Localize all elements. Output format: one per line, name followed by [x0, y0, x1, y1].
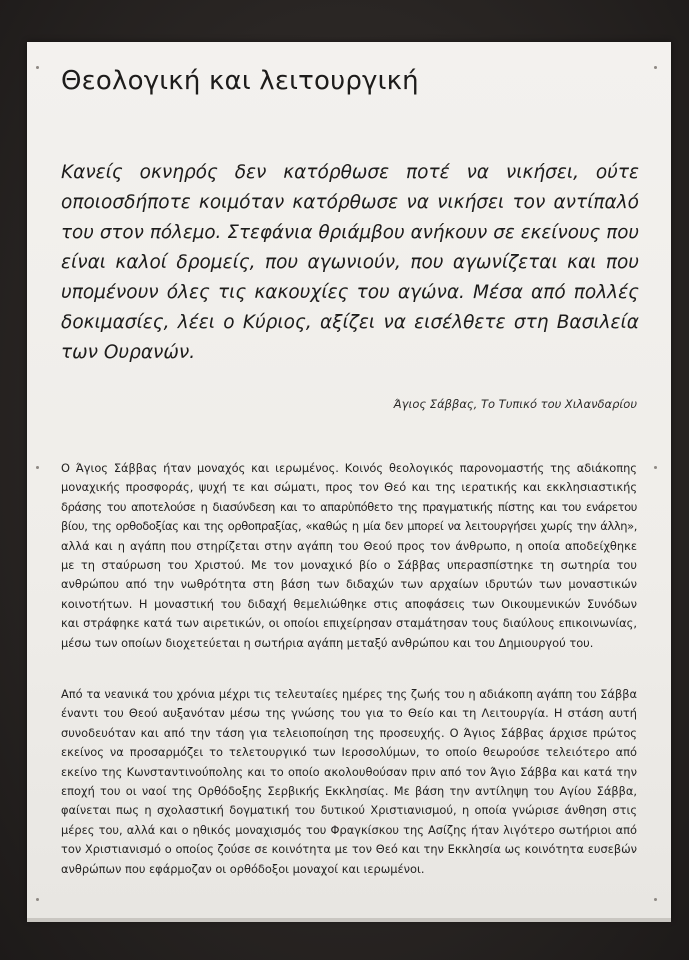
- paragraph-line: αλλά και η αγάπη που στηρίζεται στην αγάπη του Θεού προς τον άνθρωπο, η οποία αποδείχθηκε: [61, 538, 637, 553]
- quote-line: είναι καλοί δρομείς, που αγωνιούν, που αγωνίζεται και που: [61, 252, 639, 273]
- paragraph-line: κοινοτήτων. Η μοναστική του διδαχή θεμελιώθηκε στις αποφάσεις των Οικουμενικών Συνόδων: [61, 596, 637, 611]
- paragraph-line: έναντι του Θεού αυξανόταν μέσω της γνώσης του για το Θείο και τη Λειτουργία. Η στάση αυτή: [61, 706, 637, 721]
- quote-block: [61, 158, 639, 368]
- panel-bottom-edge: [27, 918, 671, 922]
- paragraph-line: Από τα νεανικά του χρόνια μέχρι τις τελευταίες ημέρες της ζωής του η αδιάκοπη αγάπη του Σάββα: [61, 687, 637, 701]
- quote-line: δοκιμασίες, λέει ο Κύριος, αξίζει να εισέλθετε στη Βασιλεία: [61, 312, 639, 333]
- paragraph-line: τον Χριστιανισμό ο οποίος ζούσε σε κοινότητα με τον Θεό και την Εκκλησία ως κοινότητα ευσεβών: [61, 842, 637, 857]
- mounting-screw: [654, 466, 657, 469]
- paragraph-line: και στράφηκε κατά των αιρετικών, οι οποίοι επιχείρησαν σταμάτησαν τους διαύλους επικοινωνίας,: [61, 616, 637, 631]
- paragraph-line: με τη σταύρωση του Χριστού. Με τον μοναχικό βίο ο Σάββας υπερασπίστηκε τη σωτηρία του: [61, 558, 637, 573]
- mounting-screw: [36, 466, 39, 469]
- mounting-screw: [654, 66, 657, 69]
- paragraph-line: μέρες του, αλλά και ο ηθικός μοναχισμός του Φραγκίσκου της Ασίζης ήταν λιγότερο σωτήριοι από: [61, 822, 637, 837]
- quote-line: των Ουρανών.: [61, 342, 196, 363]
- quote-attribution: Άγιος Σάββας, Το Τυπικό του Χιλανδαρίου: [393, 397, 637, 411]
- paragraph-line: συνοδευόταν και από την τάση για τελειοποίηση της προσευχής. Ο Άγιος Σάββας άρχισε πρώτος: [61, 725, 637, 740]
- mounting-screw: [36, 898, 39, 901]
- paragraph-line: φαίνεται πως η σχολαστική δογματική του δυτικού Χριστιανισμού, η οποία γνώρισε άνθηση στις: [61, 803, 637, 818]
- quote-line: του στον πόλεμο. Στεφάνια θριάμβου ανήκουν σε εκείνους που: [61, 222, 639, 243]
- paragraph-line: Ο Άγιος Σάββας ήταν μοναχός και ιερωμένος. Κοινός θεολογικός παρονομαστής της αδιάκοπης: [61, 461, 637, 475]
- quote-line: οποιοσδήποτε κοιμόταν κατόρθωσε να νικήσει τον αντίπαλό: [61, 192, 639, 213]
- paragraph-line: εκείνο της Κωνσταντινούπολης και το οποίο ακολουθούσαν πριν από τον Άγιο Σάββα και κατά την: [61, 764, 637, 779]
- paragraph-line: ανθρώπου από την νωθρότητα στη βάση των διδαχών των αρχαίων ιδρυτών των μοναστικών: [61, 577, 637, 592]
- panel-title: Θεολογική και λειτουργική: [61, 66, 419, 96]
- quote-line: Κανείς οκνηρός δεν κατόρθωσε ποτέ να νικήσει, ούτε: [61, 162, 639, 183]
- mounting-screw: [36, 66, 39, 69]
- body-paragraph-1: [61, 459, 637, 653]
- paragraph-line: εκείνος να προσαρμόζει το τελετουργικό των Ιεροσολύμων, το οποίο θεωρούσε τελειότερο από: [61, 745, 637, 760]
- paragraph-line: δράσης του αποτελούσε η διασύνδεση και το απαρὑπόθετο της πραγματικής πίστης και του ενάρετου: [61, 499, 637, 514]
- paragraph-line: μοναχικής προσφοράς, ψυχή τε και σώματι, προς τον Θεό και της ιερατικής και εκκλησιαστικής: [61, 480, 637, 495]
- paragraph-line: βίου, της ορθοδοξίας και της ορθοπραξίας, «καθώς η μία δεν μπορεί να λειτουργήσει χωρίς την άλλη»,: [61, 519, 637, 534]
- paragraph-line: εποχή του οι ναοί της Ορθόδοξης Σερβικής Εκκλησίας. Με βάση την αντίληψη του Αγίου Σάββα,: [61, 784, 637, 799]
- paragraph-line: ανθρώπων που εφάρμοζαν οι ορθόδοξοι μοναχοί και ιερωμένοι.: [61, 861, 425, 876]
- quote-line: υπομένουν όλες τις κακουχίες του αγώνα. Μέσα από πολλές: [61, 282, 639, 303]
- paragraph-line: μέσω των οποίων διοχετεύεται η σωτήρια αγάπη μεταξύ ανθρώπου και του Δημιουργού του.: [61, 635, 594, 650]
- mounting-screw: [654, 898, 657, 901]
- body-paragraph-2: [61, 685, 637, 879]
